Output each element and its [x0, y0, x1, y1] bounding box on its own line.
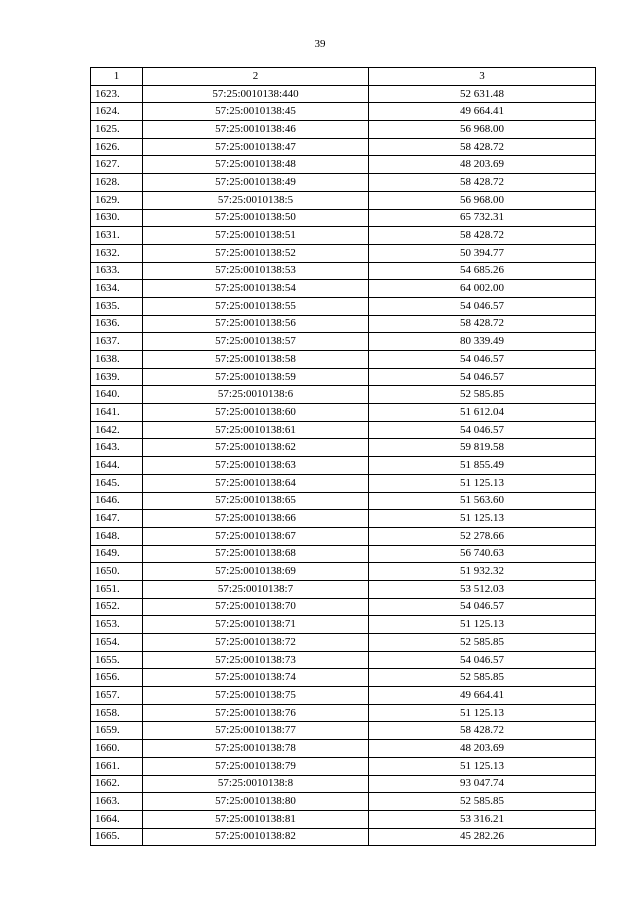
row-number-cell: 1623. — [91, 85, 143, 103]
cadastral-number-cell: 57:25:0010138:45 — [143, 103, 369, 121]
cadastral-number-cell: 57:25:0010138:71 — [143, 616, 369, 634]
row-number-cell: 1631. — [91, 227, 143, 245]
table-row — [91, 297, 596, 315]
cadastral-number-cell: 57:25:0010138:81 — [143, 810, 369, 828]
table-row — [91, 103, 596, 121]
cadastral-number-cell: 57:25:0010138:72 — [143, 634, 369, 652]
value-cell: 54 685.26 — [369, 262, 596, 280]
value-cell: 54 046.57 — [369, 598, 596, 616]
row-number-cell: 1637. — [91, 333, 143, 351]
table-row — [91, 280, 596, 298]
row-number-cell: 1652. — [91, 598, 143, 616]
value-cell: 51 125.13 — [369, 616, 596, 634]
row-number-cell: 1664. — [91, 810, 143, 828]
value-cell: 64 002.00 — [369, 280, 596, 298]
value-cell: 58 428.72 — [369, 138, 596, 156]
table-row — [91, 315, 596, 333]
cadastral-number-cell: 57:25:0010138:77 — [143, 722, 369, 740]
value-cell: 53 316.21 — [369, 810, 596, 828]
table-row — [91, 669, 596, 687]
value-cell: 54 046.57 — [369, 351, 596, 369]
row-number-cell: 1636. — [91, 315, 143, 333]
column-header-2: 2 — [143, 68, 369, 86]
table-row — [91, 156, 596, 174]
table-row — [91, 563, 596, 581]
cadastral-number-cell: 57:25:0010138:74 — [143, 669, 369, 687]
cadastral-number-cell: 57:25:0010138:80 — [143, 793, 369, 811]
table-row — [91, 209, 596, 227]
value-cell: 65 732.31 — [369, 209, 596, 227]
table-row — [91, 616, 596, 634]
table-body — [91, 85, 596, 846]
value-cell: 59 819.58 — [369, 439, 596, 457]
cadastral-number-cell: 57:25:0010138:49 — [143, 174, 369, 192]
cadastral-number-cell: 57:25:0010138:75 — [143, 687, 369, 705]
value-cell: 52 585.85 — [369, 634, 596, 652]
row-number-cell: 1661. — [91, 757, 143, 775]
cadastral-number-cell: 57:25:0010138:59 — [143, 368, 369, 386]
table-row — [91, 492, 596, 510]
table-row — [91, 687, 596, 705]
cadastral-number-cell: 57:25:0010138:5 — [143, 191, 369, 209]
cadastral-number-cell: 57:25:0010138:73 — [143, 651, 369, 669]
cadastral-number-cell: 57:25:0010138:76 — [143, 704, 369, 722]
value-cell: 56 968.00 — [369, 121, 596, 139]
table-row — [91, 651, 596, 669]
row-number-cell: 1658. — [91, 704, 143, 722]
row-number-cell: 1647. — [91, 510, 143, 528]
cadastral-number-cell: 57:25:0010138:66 — [143, 510, 369, 528]
row-number-cell: 1641. — [91, 404, 143, 422]
value-cell: 49 664.41 — [369, 687, 596, 705]
cadastral-table — [90, 67, 596, 846]
row-number-cell: 1632. — [91, 244, 143, 262]
value-cell: 52 585.85 — [369, 793, 596, 811]
table-row — [91, 457, 596, 475]
row-number-cell: 1656. — [91, 669, 143, 687]
value-cell: 48 203.69 — [369, 156, 596, 174]
row-number-cell: 1650. — [91, 563, 143, 581]
column-header-1: 1 — [91, 68, 143, 86]
row-number-cell: 1655. — [91, 651, 143, 669]
value-cell: 53 512.03 — [369, 580, 596, 598]
table-row — [91, 474, 596, 492]
row-number-cell: 1657. — [91, 687, 143, 705]
cadastral-number-cell: 57:25:0010138:60 — [143, 404, 369, 422]
table-row — [91, 545, 596, 563]
table-row — [91, 439, 596, 457]
table-row — [91, 598, 596, 616]
row-number-cell: 1662. — [91, 775, 143, 793]
table-row — [91, 404, 596, 422]
table-row — [91, 634, 596, 652]
row-number-cell: 1663. — [91, 793, 143, 811]
cadastral-number-cell: 57:25:0010138:58 — [143, 351, 369, 369]
column-header-3: 3 — [369, 68, 596, 86]
table-row — [91, 775, 596, 793]
value-cell: 51 612.04 — [369, 404, 596, 422]
table-row — [91, 757, 596, 775]
row-number-cell: 1649. — [91, 545, 143, 563]
cadastral-number-cell: 57:25:0010138:46 — [143, 121, 369, 139]
cadastral-number-cell: 57:25:0010138:440 — [143, 85, 369, 103]
row-number-cell: 1653. — [91, 616, 143, 634]
value-cell: 58 428.72 — [369, 722, 596, 740]
value-cell: 50 394.77 — [369, 244, 596, 262]
cadastral-number-cell: 57:25:0010138:52 — [143, 244, 369, 262]
cadastral-number-cell: 57:25:0010138:51 — [143, 227, 369, 245]
cadastral-number-cell: 57:25:0010138:6 — [143, 386, 369, 404]
value-cell: 51 932.32 — [369, 563, 596, 581]
value-cell: 54 046.57 — [369, 368, 596, 386]
cadastral-number-cell: 57:25:0010138:79 — [143, 757, 369, 775]
table-row — [91, 810, 596, 828]
value-cell: 52 585.85 — [369, 669, 596, 687]
cadastral-number-cell: 57:25:0010138:63 — [143, 457, 369, 475]
row-number-cell: 1626. — [91, 138, 143, 156]
table-row — [91, 828, 596, 846]
value-cell: 58 428.72 — [369, 227, 596, 245]
row-number-cell: 1624. — [91, 103, 143, 121]
cadastral-number-cell: 57:25:0010138:67 — [143, 527, 369, 545]
cadastral-number-cell: 57:25:0010138:7 — [143, 580, 369, 598]
table-row — [91, 704, 596, 722]
row-number-cell: 1651. — [91, 580, 143, 598]
cadastral-number-cell: 57:25:0010138:53 — [143, 262, 369, 280]
cadastral-number-cell: 57:25:0010138:68 — [143, 545, 369, 563]
table-row — [91, 174, 596, 192]
value-cell: 51 125.13 — [369, 510, 596, 528]
table-row — [91, 527, 596, 545]
value-cell: 56 968.00 — [369, 191, 596, 209]
table-row — [91, 191, 596, 209]
table-row — [91, 740, 596, 758]
row-number-cell: 1627. — [91, 156, 143, 174]
row-number-cell: 1648. — [91, 527, 143, 545]
row-number-cell: 1642. — [91, 421, 143, 439]
cadastral-number-cell: 57:25:0010138:82 — [143, 828, 369, 846]
row-number-cell: 1628. — [91, 174, 143, 192]
value-cell: 51 125.13 — [369, 474, 596, 492]
table-row — [91, 510, 596, 528]
value-cell: 51 855.49 — [369, 457, 596, 475]
cadastral-number-cell: 57:25:0010138:55 — [143, 297, 369, 315]
value-cell: 52 278.66 — [369, 527, 596, 545]
row-number-cell: 1638. — [91, 351, 143, 369]
value-cell: 56 740.63 — [369, 545, 596, 563]
row-number-cell: 1644. — [91, 457, 143, 475]
table-header-row — [91, 68, 596, 86]
cadastral-number-cell: 57:25:0010138:56 — [143, 315, 369, 333]
value-cell: 52 631.48 — [369, 85, 596, 103]
cadastral-number-cell: 57:25:0010138:62 — [143, 439, 369, 457]
row-number-cell: 1646. — [91, 492, 143, 510]
value-cell: 45 282.26 — [369, 828, 596, 846]
value-cell: 93 047.74 — [369, 775, 596, 793]
page-number: 39 — [314, 38, 326, 50]
cadastral-number-cell: 57:25:0010138:47 — [143, 138, 369, 156]
table-row — [91, 368, 596, 386]
table-row — [91, 244, 596, 262]
value-cell: 51 125.13 — [369, 757, 596, 775]
table-row — [91, 386, 596, 404]
cadastral-number-cell: 57:25:0010138:64 — [143, 474, 369, 492]
cadastral-number-cell: 57:25:0010138:8 — [143, 775, 369, 793]
row-number-cell: 1665. — [91, 828, 143, 846]
value-cell: 54 046.57 — [369, 297, 596, 315]
row-number-cell: 1625. — [91, 121, 143, 139]
table-row — [91, 262, 596, 280]
value-cell: 52 585.85 — [369, 386, 596, 404]
cadastral-number-cell: 57:25:0010138:54 — [143, 280, 369, 298]
cadastral-number-cell: 57:25:0010138:78 — [143, 740, 369, 758]
value-cell: 51 125.13 — [369, 704, 596, 722]
value-cell: 49 664.41 — [369, 103, 596, 121]
table-row — [91, 421, 596, 439]
row-number-cell: 1659. — [91, 722, 143, 740]
row-number-cell: 1640. — [91, 386, 143, 404]
table-row — [91, 121, 596, 139]
cadastral-number-cell: 57:25:0010138:69 — [143, 563, 369, 581]
cadastral-number-cell: 57:25:0010138:65 — [143, 492, 369, 510]
cadastral-number-cell: 57:25:0010138:57 — [143, 333, 369, 351]
value-cell: 58 428.72 — [369, 174, 596, 192]
row-number-cell: 1633. — [91, 262, 143, 280]
table-row — [91, 138, 596, 156]
cadastral-number-cell: 57:25:0010138:70 — [143, 598, 369, 616]
row-number-cell: 1660. — [91, 740, 143, 758]
value-cell: 51 563.60 — [369, 492, 596, 510]
table-row — [91, 85, 596, 103]
value-cell: 54 046.57 — [369, 651, 596, 669]
row-number-cell: 1639. — [91, 368, 143, 386]
table-row — [91, 793, 596, 811]
value-cell: 48 203.69 — [369, 740, 596, 758]
row-number-cell: 1630. — [91, 209, 143, 227]
row-number-cell: 1634. — [91, 280, 143, 298]
cadastral-number-cell: 57:25:0010138:61 — [143, 421, 369, 439]
table-row — [91, 333, 596, 351]
value-cell: 54 046.57 — [369, 421, 596, 439]
cadastral-number-cell: 57:25:0010138:50 — [143, 209, 369, 227]
row-number-cell: 1645. — [91, 474, 143, 492]
row-number-cell: 1629. — [91, 191, 143, 209]
value-cell: 58 428.72 — [369, 315, 596, 333]
cadastral-number-cell: 57:25:0010138:48 — [143, 156, 369, 174]
row-number-cell: 1654. — [91, 634, 143, 652]
table-row — [91, 580, 596, 598]
table-row — [91, 227, 596, 245]
value-cell: 80 339.49 — [369, 333, 596, 351]
table-row — [91, 722, 596, 740]
row-number-cell: 1643. — [91, 439, 143, 457]
row-number-cell: 1635. — [91, 297, 143, 315]
table-row — [91, 351, 596, 369]
